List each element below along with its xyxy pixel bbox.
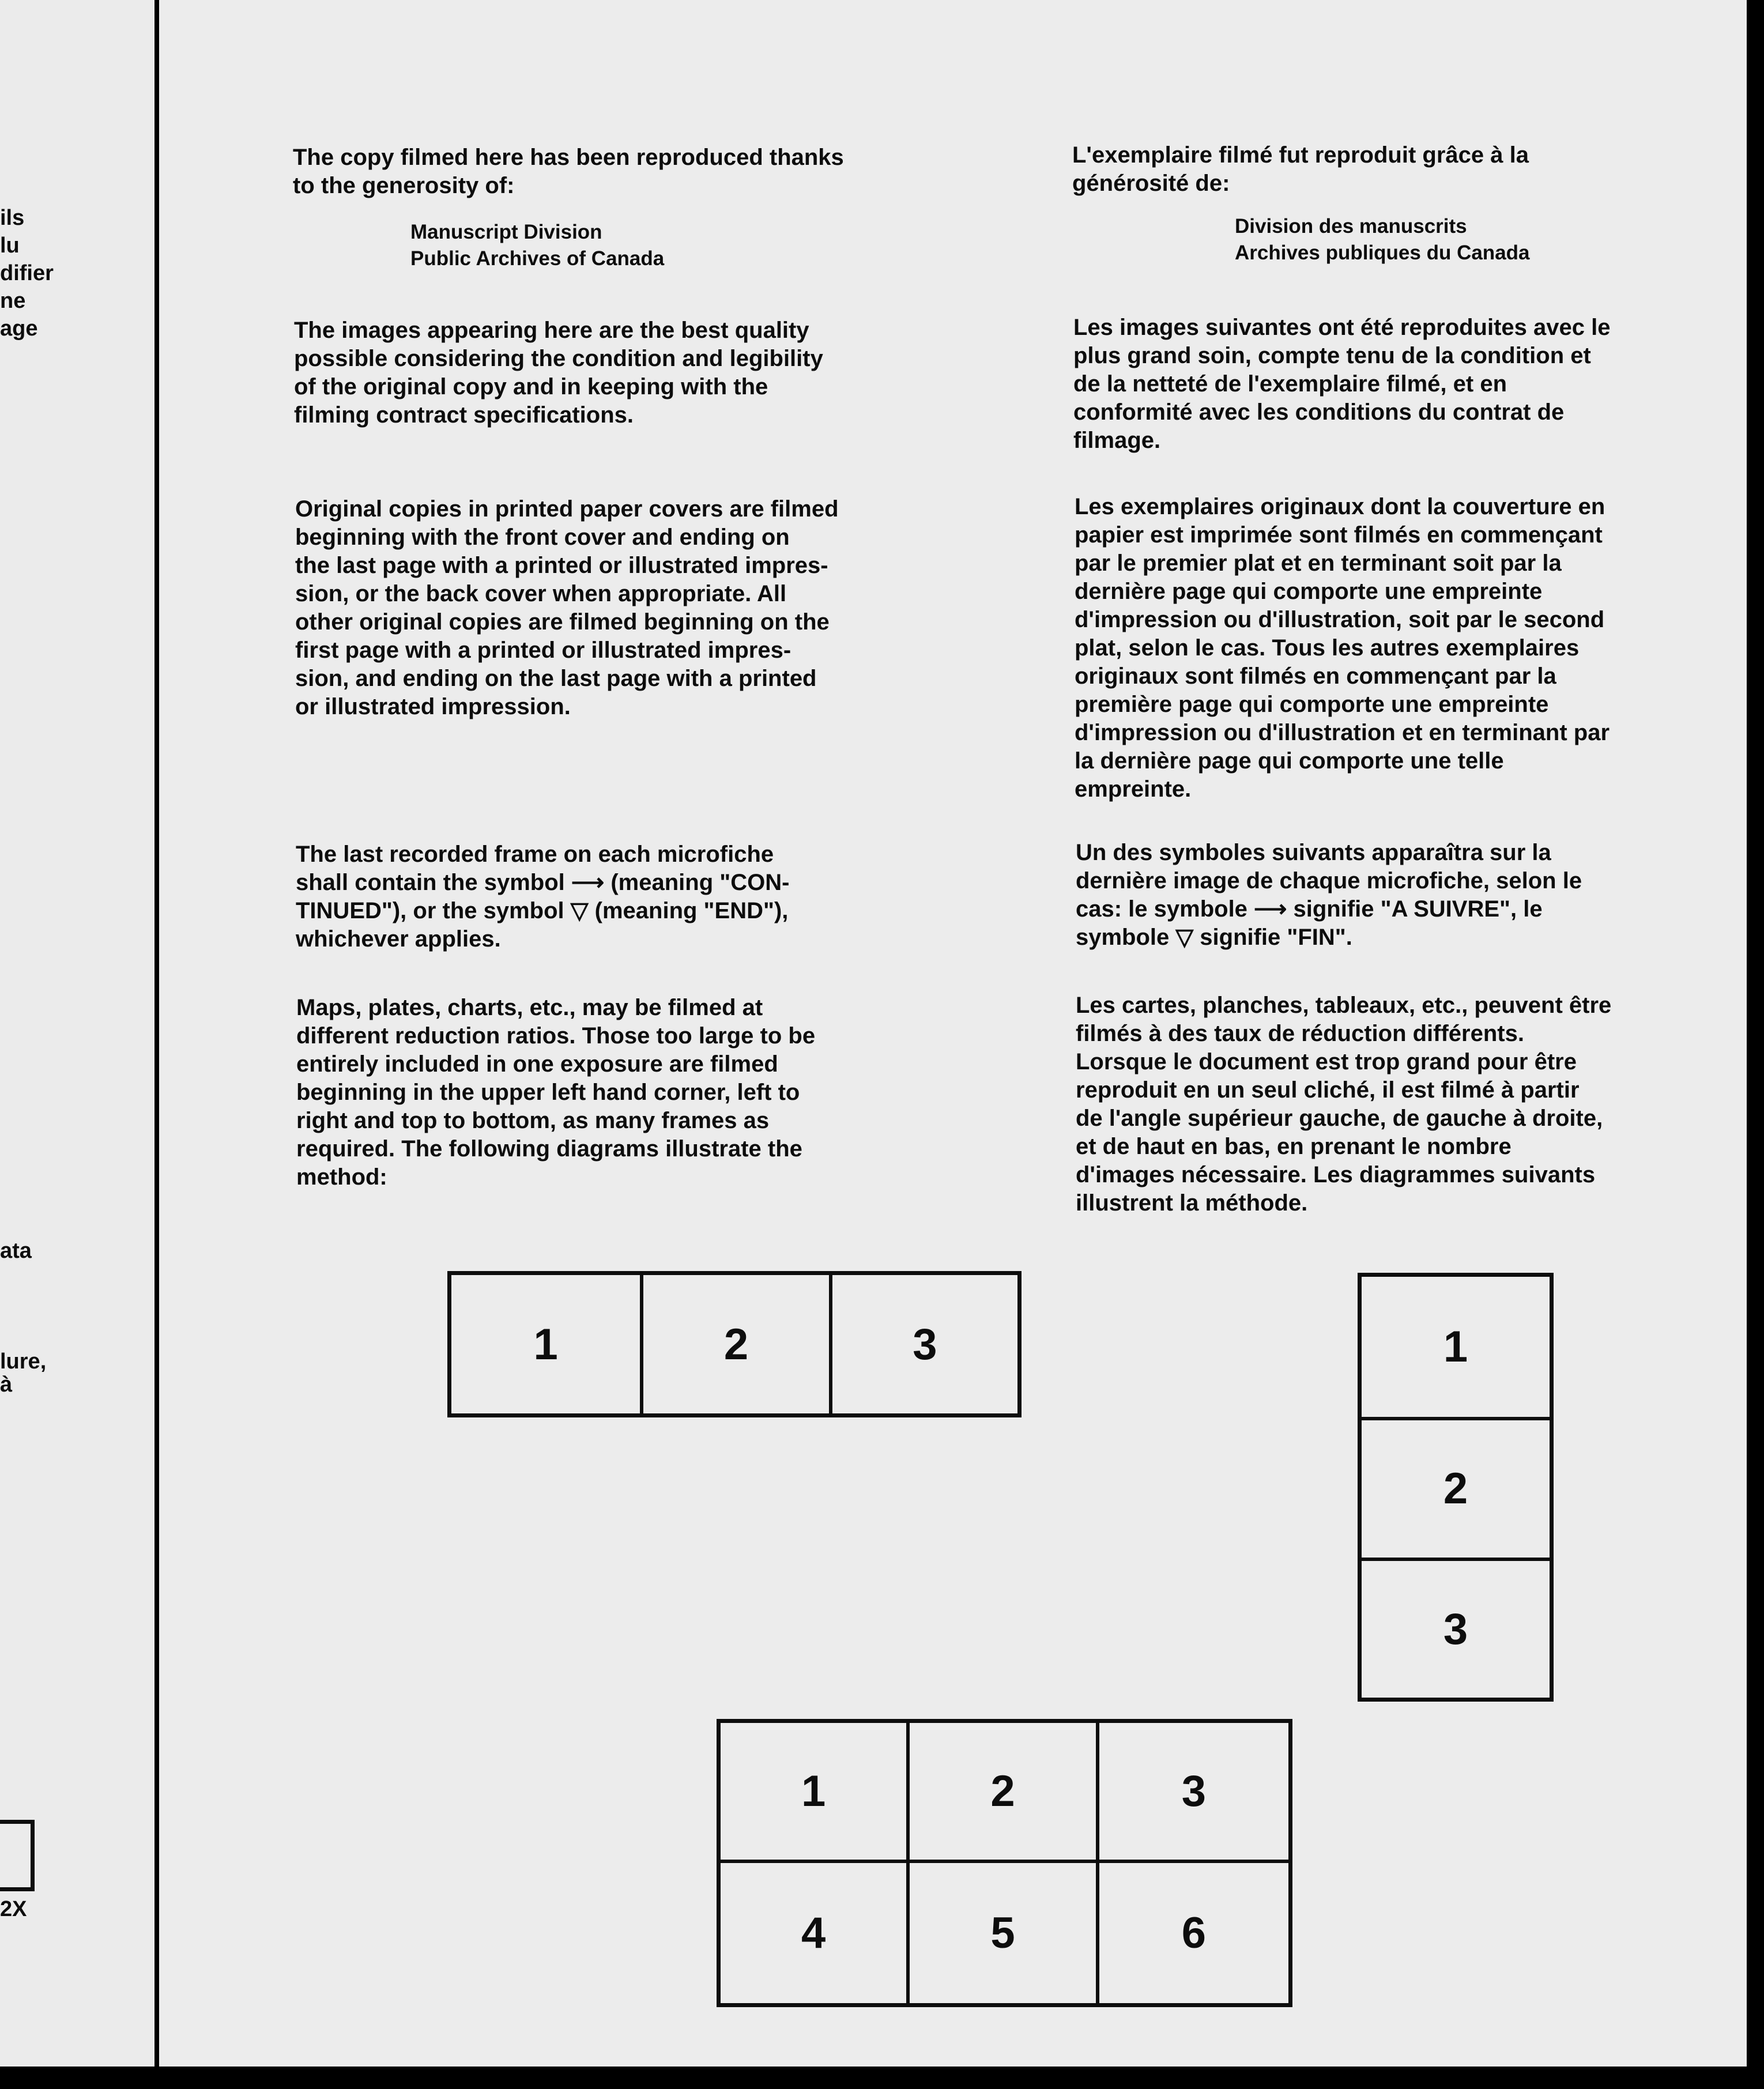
- frame-cell: 4: [721, 1863, 910, 2003]
- page-edge-border: [1747, 0, 1764, 2067]
- strip-text: lure,: [0, 1349, 47, 1374]
- english-quality-paragraph: The images appearing here are the best quality possible considering the condition and legibility of the original copy and in keeping with the filming contract specifications.: [294, 318, 823, 428]
- strip-text: ata: [0, 1239, 32, 1263]
- frame-cell: 2: [640, 1275, 828, 1413]
- strip-text: ils: [0, 206, 25, 230]
- frame-cell: 3: [1099, 1723, 1288, 1863]
- row-frames-diagram: [447, 1271, 1022, 1417]
- french-thanks-intro: L'exemplaire filmé fut reproduit grâce à la générosité de:: [1072, 142, 1529, 196]
- strip-text: age: [0, 316, 38, 341]
- french-symbols-paragraph: Un des symboles suivants apparaîtra sur la dernière image de chaque microfiche, selon le cas: le symbole ⟶ signifie "A SUIVRE", le symbole ▽ signifie "FIN".: [1076, 840, 1582, 950]
- frame-cell: 6: [1181, 1909, 1206, 1958]
- french-maps-paragraph: Les cartes, planches, tableaux, etc., peuvent être filmés à des taux de réduction différents. Lorsque le document est trop grand pour être reproduit en un seul cliché, il est filmé à partir de l'angle supérieur gauche, de gauche à droite, et de haut en bas, en prenant le nombre d'images nécessaire. Les diagrammes suivants illustrent la méthode.: [1076, 993, 1612, 1216]
- strip-text: difier: [0, 261, 54, 285]
- scan-bottom-border: [0, 2067, 1764, 2089]
- strip-text: à: [0, 1372, 13, 1397]
- column-frames-diagram: [1358, 1273, 1554, 1702]
- adjacent-page-strip: [0, 0, 154, 2067]
- grid-frames-diagram: [717, 1719, 1292, 2007]
- frame-cell: 5: [910, 1863, 1099, 2003]
- french-originals-paragraph: Les exemplaires originaux dont la couverture en papier est imprimée sont filmés en commençant par le premier plat et en terminant soit par la dernière page qui comporte une empreinte d'impression ou d'illustration, soit par le second plat, selon le cas. Tous les autres exemplaires originaux sont filmés en commençant par la première page qui comporte une empreinte d'impression ou d'illustration et en terminant par la dernière page qui comporte une telle empreinte.: [1075, 494, 1610, 802]
- frame-cell: 2: [1362, 1417, 1550, 1557]
- english-originals-paragraph: Original copies in printed paper covers are filmed beginning with the front cover and ending on the last page with a printed or illustrated impres- sion, or the back cover when appropriate. All other original copies are filmed beginning on the first page with a printed or illustrated impres- sion, and ending on the last page with a printed or illustrated impression.: [295, 496, 839, 719]
- frame-cell: 3: [829, 1275, 1017, 1413]
- strip-text: 2X: [0, 1897, 27, 1921]
- frame-cell: 1: [721, 1723, 910, 1863]
- english-symbols-paragraph: The last recorded frame on each microfiche shall contain the symbol ⟶ (meaning "CON- TINUED"), or the symbol ▽ (meaning "END"), whichever applies.: [296, 842, 790, 952]
- english-maps-paragraph: Maps, plates, charts, etc., may be filmed at different reduction ratios. Those too large to be entirely included in one exposure are filmed beginning in the upper left hand corner, left to right and top to bottom, as many frames as required. The following diagrams illustrate the method:: [296, 995, 816, 1190]
- strip-text: lu: [0, 233, 20, 258]
- english-thanks-intro: The copy filmed here has been reproduced thanks to the generosity of:: [293, 145, 844, 198]
- english-institution: Manuscript Division Public Archives of Canada: [410, 221, 665, 270]
- french-quality-paragraph: Les images suivantes ont été reproduites avec le plus grand soin, compte tenu de la condition et de la netteté de l'exemplaire filmé, et en conformité avec les conditions du contrat de filmage.: [1073, 315, 1611, 453]
- frame-cell: 1: [1443, 1322, 1468, 1372]
- strip-box: [0, 1820, 35, 1891]
- strip-text: ne: [0, 289, 26, 313]
- frame-cell: 2: [910, 1723, 1099, 1863]
- frame-cell: 3: [1362, 1558, 1550, 1698]
- french-institution: Division des manuscrits Archives publiques du Canada: [1235, 215, 1530, 264]
- frame-cell: 1: [533, 1319, 558, 1369]
